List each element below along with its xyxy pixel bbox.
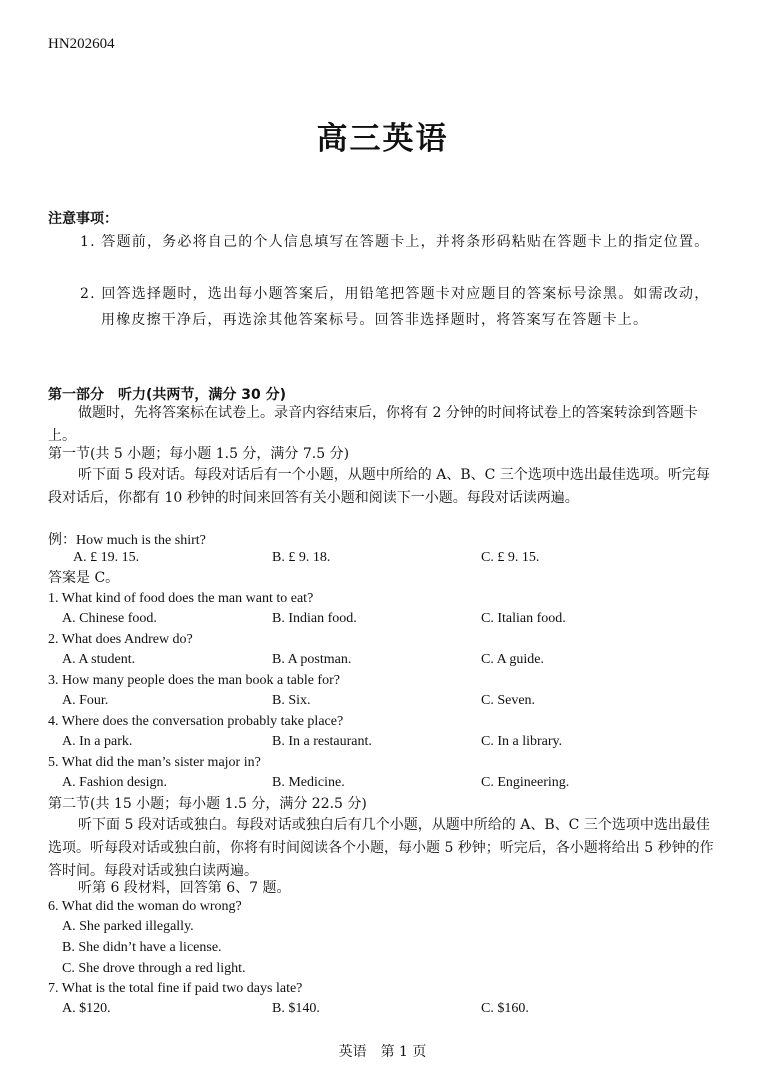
notice-heading: 注意事项： bbox=[48, 211, 118, 227]
example-option-c: C. £ 9. 15. bbox=[481, 550, 540, 565]
q5-option-c: C. Engineering. bbox=[481, 775, 570, 790]
q7-option-c: C. $160. bbox=[481, 1001, 529, 1016]
q1-option-c: C. Italian food. bbox=[481, 611, 566, 626]
question-2: 2. What does Andrew do? bbox=[48, 632, 193, 647]
question-3: 3. How many people does the man book a table for? bbox=[48, 673, 340, 688]
question-6: 6. What did the woman do wrong? bbox=[48, 899, 242, 914]
notice-item-2: 2. 回答选择题时，选出每小题答案后，用铅笔把答题卡对应题目的答案标号涂黑。如需改动，用橡皮擦干净后，再选涂其他答案标号。回答非选择题时，将答案写在答题卡上。 bbox=[80, 286, 710, 328]
q2-option-b: B. A postman. bbox=[272, 652, 352, 667]
q4-option-c: C. In a library. bbox=[481, 734, 563, 749]
question-1: 1. What kind of food does the man want to eat? bbox=[48, 591, 314, 606]
q1-option-a: A. Chinese food. bbox=[62, 611, 157, 626]
q6-option-b: B. She didn’t have a license. bbox=[62, 940, 222, 955]
q1-option-b: B. Indian food. bbox=[272, 611, 357, 626]
question-4: 4. Where does the conversation probably take place? bbox=[48, 714, 344, 729]
q5-option-a: A. Fashion design. bbox=[62, 775, 167, 790]
q2-option-a: A. A student. bbox=[62, 652, 136, 667]
material-note: 听第 6 段材料，回答第 6、7 题。 bbox=[78, 880, 291, 896]
section2-heading: 第二节(共 15 小题；每小题 1.5 分，满分 22.5 分) bbox=[48, 796, 367, 812]
q4-option-b: B. In a restaurant. bbox=[272, 734, 372, 749]
q3-option-c: C. Seven. bbox=[481, 693, 536, 708]
page-title: 高三英语 bbox=[316, 121, 449, 157]
example-answer: 答案是 C。 bbox=[48, 570, 120, 586]
q5-option-b: B. Medicine. bbox=[272, 775, 345, 790]
question-5: 5. What did the man’s sister major in? bbox=[48, 755, 261, 770]
q3-option-b: B. Six. bbox=[272, 693, 311, 708]
q7-option-b: B. $140. bbox=[272, 1001, 320, 1016]
section1-heading: 第一节(共 5 小题；每小题 1.5 分，满分 7.5 分) bbox=[48, 446, 350, 462]
section2-instructions: 听下面 5 段对话或独白。每段对话或独白后有几个小题，从题中所给的 A、B、C 三个选项中选出最佳选项。听每段对话或独白前，你将有时间阅读各个小题，每小题 5 秒钟；听完后，各小题将给出 5 秒钟的作答时间。每段对话或独白读两遍。 bbox=[48, 817, 714, 879]
q6-option-a: A. She parked illegally. bbox=[62, 919, 194, 934]
exam-code: HN202604 bbox=[48, 36, 115, 52]
example-question: 例：How much is the shirt? bbox=[48, 533, 206, 548]
example-option-a: A. £ 19. 15. bbox=[73, 550, 140, 565]
q4-option-a: A. In a park. bbox=[62, 734, 133, 749]
part1-heading: 第一部分 听力(共两节，满分 30 分) bbox=[48, 387, 287, 403]
notice-item-1: 1. 答题前，务必将自己的个人信息填写在答题卡上，并将条形码粘贴在答题卡上的指定位置。 bbox=[80, 234, 710, 250]
part1-intro: 做题时，先将答案标在试卷上。录音内容结束后，你将有 2 分钟的时间将试卷上的答案转涂到答题卡上。 bbox=[48, 405, 698, 444]
section1-instructions: 听下面 5 段对话。每段对话后有一个小题，从题中所给的 A、B、C 三个选项中选出最佳选项。听完每段对话后，你都有 10 秒钟的时间来回答有关小题和阅读下一小题。每段对话读两遍。 bbox=[48, 467, 710, 506]
q7-option-a: A. $120. bbox=[62, 1001, 111, 1016]
page-footer: 英语 第 1 页 bbox=[338, 1044, 427, 1060]
q6-option-c: C. She drove through a red light. bbox=[62, 961, 246, 976]
q3-option-a: A. Four. bbox=[62, 693, 109, 708]
example-option-b: B. £ 9. 18. bbox=[272, 550, 331, 565]
q2-option-c: C. A guide. bbox=[481, 652, 545, 667]
question-7: 7. What is the total fine if paid two days late? bbox=[48, 981, 303, 996]
